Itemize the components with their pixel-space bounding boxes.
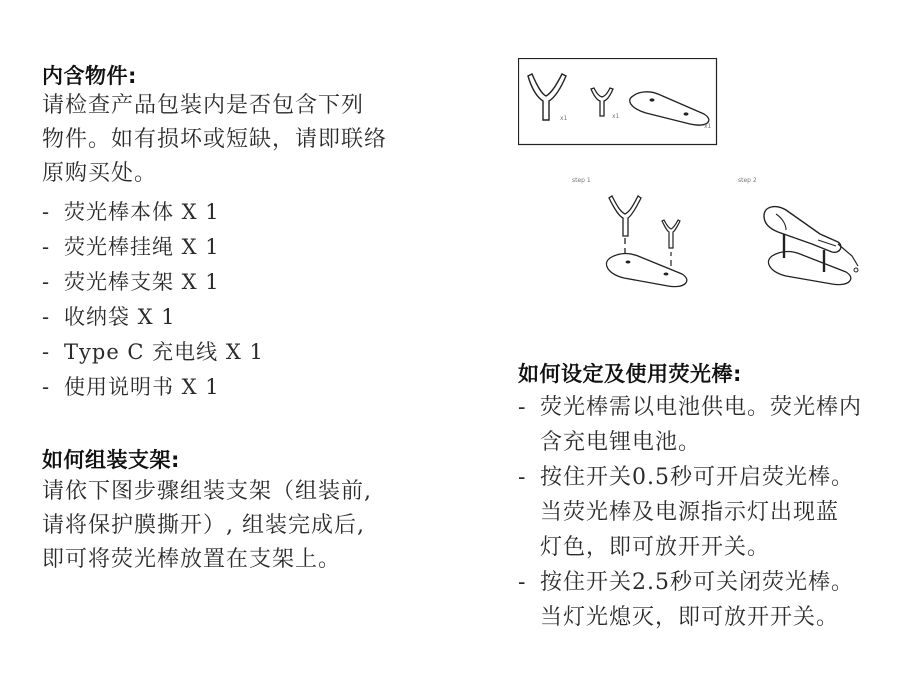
parts-diagram [518, 58, 718, 146]
usage-steps [518, 390, 862, 635]
list-item: - 使用说明书 X 1 [42, 375, 220, 399]
assembly-line: 即可将荧光棒放置在支架上。 [42, 547, 342, 572]
intro-line: 原购买处。 [42, 161, 158, 186]
list-item: - 荧光棒本体 X 1 [42, 200, 220, 224]
list-item: - 荧光棒支架 X 1 [42, 270, 220, 294]
list-item: - 按住开关0.5秒可开启荧光棒。 当荧光棒及电源指示灯出现蓝 灯色，即可放开开关。 [518, 465, 854, 560]
list-item: - 荧光棒挂绳 X 1 [42, 235, 220, 259]
part-count-label: x1 [704, 123, 712, 130]
step1-illustration [606, 196, 686, 287]
intro-line: 物件。如有损坏或短缺，请即联络 [42, 127, 388, 152]
step2-illustration [764, 207, 858, 285]
assembly-steps-diagram [568, 170, 868, 300]
assembly-line: 请依下图步骤组装支架（组装前, [42, 479, 372, 504]
part-count-label: x1 [612, 113, 620, 120]
usage-heading: 如何设定及使用荧光棒: [518, 362, 742, 386]
list-item: - Type C 充电线 X 1 [42, 340, 264, 364]
contents-list [42, 195, 264, 405]
contents-intro [42, 89, 387, 191]
list-item: - 按住开关2.5秒可关闭荧光棒。 当灯光熄灭，即可放开开关。 [518, 570, 854, 630]
step-label: step 1 [572, 177, 591, 184]
list-item: - 荧光棒需以电池供电。荧光棒内 含充电锂电池。 [518, 395, 863, 455]
part-count-label: x1 [560, 115, 568, 122]
contents-heading: 内含物件: [42, 64, 137, 88]
assembly-text [42, 475, 372, 577]
assembly-heading: 如何组装支架: [42, 448, 180, 472]
assembly-line: 请将保护膜撕开）, 组装完成后, [42, 513, 365, 538]
step-label: step 2 [738, 177, 757, 184]
intro-line: 请检查产品包装内是否包含下列 [42, 93, 365, 118]
list-item: - 收纳袋 X 1 [42, 305, 176, 329]
